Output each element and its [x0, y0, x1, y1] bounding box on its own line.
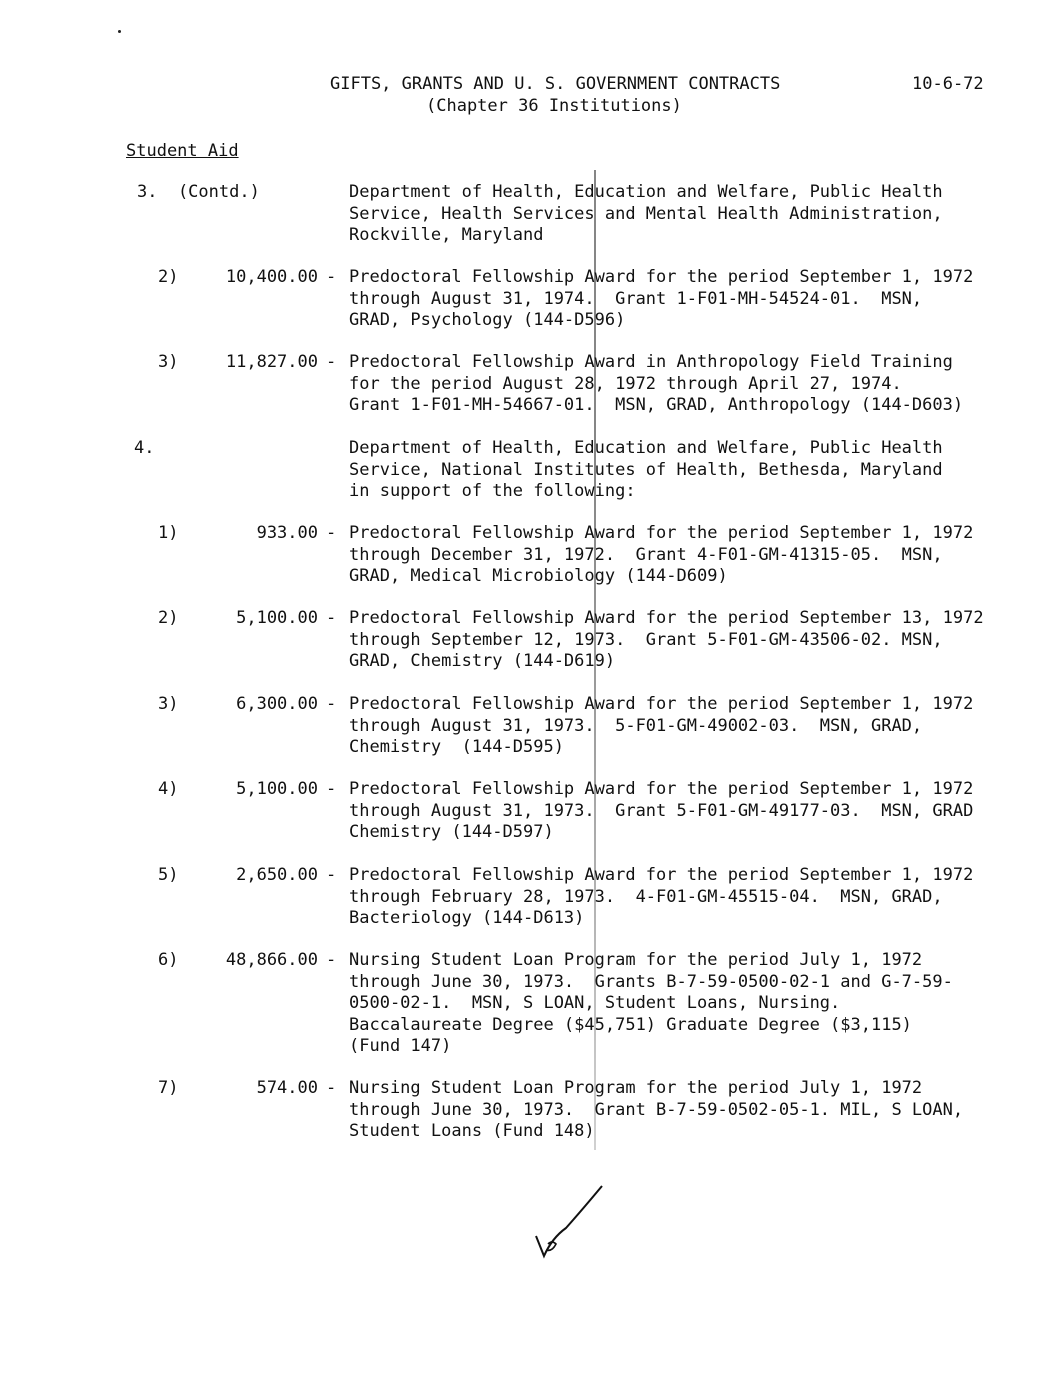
item-amount: 2,650.00: [236, 865, 318, 885]
item-amount: 10,400.00: [225, 267, 318, 287]
item-amount: 933.00: [256, 523, 318, 543]
item-amount: 48,866.00: [225, 950, 318, 970]
item-number: 6): [158, 950, 179, 970]
item-description: Predoctoral Fellowship Award in Anthropology Field Training for the period August 28, 1972 through April 27, 1974. Grant 1-F01-MH-54667-01. MSN, GRAD, Anthropology (144-D603): [349, 352, 964, 415]
item-dash: -: [326, 523, 337, 543]
item-amount: 5,100.00: [236, 608, 318, 628]
item-number: 5): [158, 865, 179, 885]
item-amount: 574.00: [256, 1078, 318, 1098]
page-subtitle: (Chapter 36 Institutions): [426, 96, 682, 116]
group-description: Department of Health, Education and Welfare, Public Health Service, Health Services and Mental Health Administration, Rockville, Maryland: [349, 182, 943, 245]
page-title: GIFTS, GRANTS AND U. S. GOVERNMENT CONTRACTS: [330, 74, 781, 94]
item-dash: -: [326, 608, 337, 628]
item-number: 1): [158, 523, 179, 543]
item-description: Predoctoral Fellowship Award for the period September 13, 1972 through September 12, 1973. Grant 5-F01-GM-43506-02. MSN, GRAD, Chemistry (144-D619): [349, 608, 984, 671]
item-description: Predoctoral Fellowship Award for the period September 1, 1972 through December 31, 1972. Grant 4-F01-GM-41315-05. MSN, GRAD, Medical Microbiology (144-D609): [349, 523, 974, 586]
item-description: Predoctoral Fellowship Award for the period September 1, 1972 through August 31, 1973. Grant 5-F01-GM-49177-03. MSN, GRAD Chemistry (144-D597): [349, 779, 974, 842]
item-dash: -: [326, 779, 337, 799]
group-label: 3. (Contd.): [137, 182, 260, 202]
item-description: Predoctoral Fellowship Award for the period September 1, 1972 through August 31, 1973. 5-F01-GM-49002-03. MSN, GRAD, Chemistry (144-D595): [349, 694, 974, 757]
scan-speck: [118, 30, 121, 33]
item-description: Predoctoral Fellowship Award for the period September 1, 1972 through February 28, 1973. 4-F01-GM-45515-04. MSN, GRAD, Bacteriology (144-D613): [349, 865, 974, 928]
group-label: 4.: [134, 438, 155, 458]
item-number: 3): [158, 352, 179, 372]
item-dash: -: [326, 865, 337, 885]
checkmark-icon: [530, 1182, 610, 1262]
item-dash: -: [326, 694, 337, 714]
item-dash: -: [326, 1078, 337, 1098]
item-description: Predoctoral Fellowship Award for the period September 1, 1972 through August 31, 1974. Grant 1-F01-MH-54524-01. MSN, GRAD, Psychology (144-D596): [349, 267, 974, 330]
item-description: Nursing Student Loan Program for the period July 1, 1972 through June 30, 1973. Grant B-7-59-0502-05-1. MIL, S LOAN, Student Loans (Fund 148): [349, 1078, 964, 1141]
item-number: 3): [158, 694, 179, 714]
item-description: Nursing Student Loan Program for the period July 1, 1972 through June 30, 1973. Grants B-7-59-0500-02-1 and G-7-59- 0500-02-1. MSN, S LOAN, Student Loans, Nursing. Baccalaureate Degree ($45,751) Graduate Degree ($3,115) (Fund 147): [349, 950, 953, 1056]
item-amount: 6,300.00: [236, 694, 318, 714]
item-amount: 5,100.00: [236, 779, 318, 799]
item-number: 2): [158, 267, 179, 287]
item-dash: -: [326, 950, 337, 970]
item-number: 7): [158, 1078, 179, 1098]
item-amount: 11,827.00: [225, 352, 318, 372]
item-number: 4): [158, 779, 179, 799]
page-date: 10-6-72: [912, 74, 984, 94]
group-description: Department of Health, Education and Welfare, Public Health Service, National Institutes of Health, Bethesda, Maryland in support of the following:: [349, 438, 943, 501]
item-number: 2): [158, 608, 179, 628]
section-title: Student Aid: [126, 141, 239, 161]
item-dash: -: [326, 352, 337, 372]
item-dash: -: [326, 267, 337, 287]
